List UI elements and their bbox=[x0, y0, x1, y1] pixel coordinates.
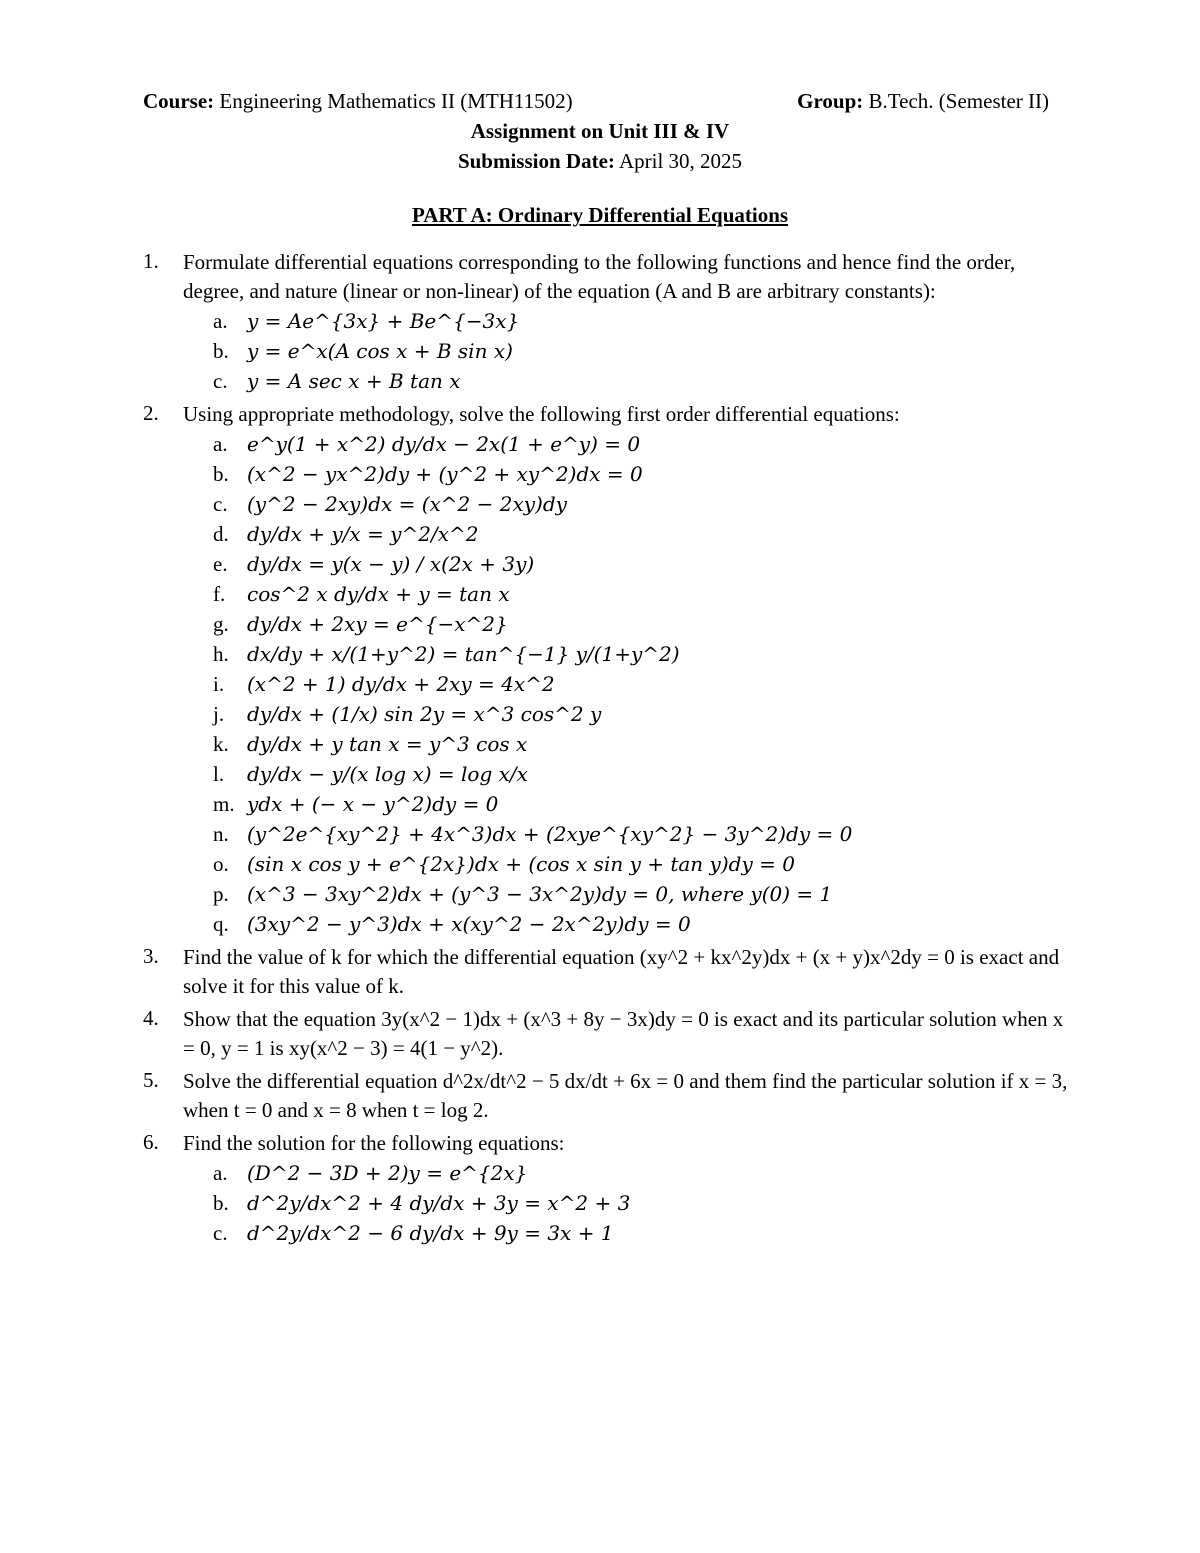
sub-question-list bbox=[183, 1159, 1073, 1248]
sub-question: b. (x^2 − yx^2)dy + (y^2 + xy^2)dx = 0 bbox=[213, 462, 643, 487]
question-4 bbox=[143, 1005, 1073, 1063]
equation: cos^2 x dy/dx + y = tan x bbox=[247, 582, 510, 606]
sub-question: j. dy/dx + (1/x) sin 2y = x^3 cos^2 y bbox=[213, 702, 602, 727]
sub-question: m. ydx + (− x − y^2)dy = 0 bbox=[213, 792, 499, 817]
equation: (y^2 − 2xy)dx = (x^2 − 2xy)dy bbox=[247, 492, 567, 516]
question-text: Formulate differential equations corresponding to the following functions and hence find the order, degree, and nature (linear or non-linear) of the equation (A and B are arbitrary constants): bbox=[183, 250, 1016, 303]
question-text: Using appropriate methodology, solve the following first order differential equations: bbox=[183, 402, 900, 426]
equation: (y^2e^{xy^2} + 4x^3)dx + (2xye^{xy^2} − 3y^2)dy = 0 bbox=[247, 822, 853, 846]
sub-question: n. (y^2e^{xy^2} + 4x^3)dx + (2xye^{xy^2} − 3y^2)dy = 0 bbox=[213, 822, 853, 847]
sub-question-list bbox=[183, 430, 1073, 939]
sub-question: p. (x^3 − 3xy^2)dx + (y^3 − 3x^2y)dy = 0, where y(0) = 1 bbox=[213, 882, 833, 907]
question-number: 1. bbox=[143, 249, 159, 273]
sub-question: c. y = A sec x + B tan x bbox=[213, 369, 461, 394]
sub-question: l. dy/dx − y/(x log x) = log x/x bbox=[213, 762, 528, 787]
equation: dy/dx + y tan x = y^3 cos x bbox=[247, 732, 528, 756]
sub-question: e. dy/dx = y(x − y) / x(2x + 3y) bbox=[213, 552, 535, 577]
question-text: Find the solution for the following equations: bbox=[183, 1131, 565, 1155]
sub-question: d. dy/dx + y/x = y^2/x^2 bbox=[213, 522, 479, 547]
question-number: 2. bbox=[143, 401, 159, 425]
equation: dx/dy + x/(1+y^2) = tan^{−1} y/(1+y^2) bbox=[247, 642, 680, 666]
sub-question: b. d^2y/dx^2 + 4 dy/dx + 3y = x^2 + 3 bbox=[213, 1191, 631, 1216]
question-1 bbox=[143, 248, 1073, 396]
group-info bbox=[797, 88, 1049, 114]
equation: (x^3 − 3xy^2)dx + (y^3 − 3x^2y)dy = 0, where y(0) = 1 bbox=[247, 882, 833, 906]
equation: y = e^x(A cos x + B sin x) bbox=[247, 339, 513, 363]
submission-label: Submission Date: bbox=[457, 149, 615, 173]
sub-question: c. (y^2 − 2xy)dx = (x^2 − 2xy)dy bbox=[213, 492, 567, 517]
equation: d^2y/dx^2 + 4 dy/dx + 3y = x^2 + 3 bbox=[247, 1191, 631, 1215]
assignment-title: Assignment on Unit III & IV bbox=[470, 119, 730, 143]
sub-question: f. cos^2 x dy/dx + y = tan x bbox=[213, 582, 510, 607]
part-title: PART A: Ordinary Differential Equations bbox=[411, 203, 789, 227]
question-3 bbox=[143, 943, 1073, 1001]
question-text: Find the value of k for which the differential equation (xy^2 + kx^2y)dx + (x + y)x^2dy = 0 is exact and solve it for this value of k. bbox=[183, 945, 1060, 998]
question-text: Show that the equation 3y(x^2 − 1)dx + (x^3 + 8y − 3x)dy = 0 is exact and its particular solution when x = 0, y = 1 is xy(x^2 − 3) = 4(1 − y^2). bbox=[183, 1007, 1064, 1060]
equation: dy/dx − y/(x log x) = log x/x bbox=[247, 762, 528, 786]
equation: dy/dx = y(x − y) / x(2x + 3y) bbox=[247, 552, 535, 576]
submission-value: April 30, 2025 bbox=[614, 149, 743, 173]
question-text: Solve the differential equation d^2x/dt^2 − 5 dx/dt + 6x = 0 and them find the particular solution if x = 3, when t = 0 and x = 8 when t = log 2. bbox=[183, 1069, 1068, 1122]
sub-question: o. (sin x cos y + e^{2x})dx + (cos x sin y + tan y)dy = 0 bbox=[213, 852, 795, 877]
question-number: 6. bbox=[143, 1130, 159, 1154]
question-list bbox=[143, 248, 1073, 1252]
group-label: Group: bbox=[797, 89, 864, 113]
equation: y = A sec x + B tan x bbox=[247, 369, 461, 393]
equation: e^y(1 + x^2) dy/dx − 2x(1 + e^y) = 0 bbox=[247, 432, 641, 456]
course-header bbox=[143, 88, 1049, 114]
equation: (x^2 + 1) dy/dx + 2xy = 4x^2 bbox=[247, 672, 555, 696]
equation: y = Ae^{3x} + Be^{−3x} bbox=[247, 309, 520, 333]
equation: (x^2 − yx^2)dy + (y^2 + xy^2)dx = 0 bbox=[247, 462, 643, 486]
sub-question-list bbox=[183, 307, 1073, 396]
equation: dy/dx + (1/x) sin 2y = x^3 cos^2 y bbox=[247, 702, 602, 726]
group-value: B.Tech. (Semester II) bbox=[863, 89, 1049, 113]
sub-question: k. dy/dx + y tan x = y^3 cos x bbox=[213, 732, 528, 757]
submission-date bbox=[0, 148, 1200, 174]
course-info bbox=[143, 88, 573, 114]
question-number: 4. bbox=[143, 1006, 159, 1030]
equation: (D^2 − 3D + 2)y = e^{2x} bbox=[247, 1161, 528, 1185]
sub-question: a. (D^2 − 3D + 2)y = e^{2x} bbox=[213, 1161, 528, 1186]
question-2 bbox=[143, 400, 1073, 939]
equation: (sin x cos y + e^{2x})dx + (cos x sin y + tan y)dy = 0 bbox=[247, 852, 795, 876]
sub-question: q. (3xy^2 − y^3)dx + x(xy^2 − 2x^2y)dy = 0 bbox=[213, 912, 691, 937]
sub-question: b. y = e^x(A cos x + B sin x) bbox=[213, 339, 513, 364]
equation: (3xy^2 − y^3)dx + x(xy^2 − 2x^2y)dy = 0 bbox=[247, 912, 691, 936]
sub-question: h. dx/dy + x/(1+y^2) = tan^{−1} y/(1+y^2) bbox=[213, 642, 680, 667]
question-number: 3. bbox=[143, 944, 159, 968]
sub-question: a. y = Ae^{3x} + Be^{−3x} bbox=[213, 309, 520, 334]
equation: ydx + (− x − y^2)dy = 0 bbox=[247, 792, 499, 816]
question-5 bbox=[143, 1067, 1073, 1125]
equation: dy/dx + 2xy = e^{−x^2} bbox=[247, 612, 508, 636]
sub-question: i. (x^2 + 1) dy/dx + 2xy = 4x^2 bbox=[213, 672, 555, 697]
equation: dy/dx + y/x = y^2/x^2 bbox=[247, 522, 479, 546]
sub-question: c. d^2y/dx^2 − 6 dy/dx + 9y = 3x + 1 bbox=[213, 1221, 614, 1246]
course-label: Course: bbox=[143, 89, 215, 113]
question-number: 5. bbox=[143, 1068, 159, 1092]
course-value: Engineering Mathematics II (MTH11502) bbox=[214, 89, 573, 113]
equation: d^2y/dx^2 − 6 dy/dx + 9y = 3x + 1 bbox=[247, 1221, 614, 1245]
sub-question: g. dy/dx + 2xy = e^{−x^2} bbox=[213, 612, 508, 637]
sub-question: a. e^y(1 + x^2) dy/dx − 2x(1 + e^y) = 0 bbox=[213, 432, 641, 457]
question-6 bbox=[143, 1129, 1073, 1248]
